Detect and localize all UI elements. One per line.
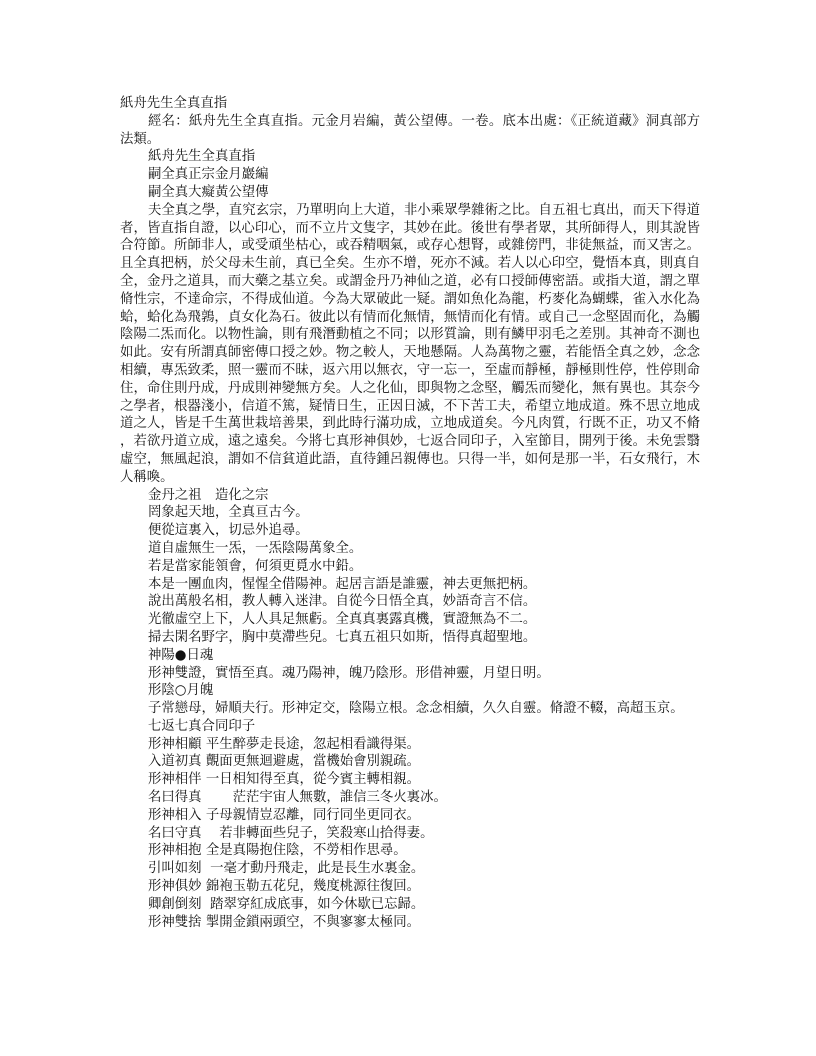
- seal-heading: 七返七真合同印子: [148, 718, 256, 734]
- document-title: 紙舟先生全真直指: [120, 96, 228, 111]
- seal-label: 形神相顧: [148, 736, 202, 752]
- seal-label: 名曰得真: [148, 790, 202, 806]
- seal-label: 形神雙捨: [148, 914, 202, 930]
- seal-label: 形神相入: [148, 807, 202, 823]
- seal-label: 形神俱妙: [148, 879, 202, 895]
- seal-row: [120, 896, 700, 914]
- seal-label: 形神相抱: [148, 843, 202, 859]
- seal-gap: [202, 896, 211, 914]
- seal-gap: [202, 860, 211, 878]
- seal-text: 平生醉夢走長途，忽起相看識得渠。: [205, 736, 421, 752]
- verse-line: 道自虛無生一炁，一炁陰陽萬象全。: [148, 540, 363, 556]
- verse-line: 若是當家能領會，何須更覓水中鉛。: [148, 558, 363, 574]
- seal-row: [120, 753, 700, 771]
- yin-text: 子常戀母，婦順夫行。形神定交，陰陽立根。念念相續，久久自靈。脩證不輟，高超玉京。: [148, 701, 684, 717]
- seal-label: 名曰守真: [148, 825, 202, 841]
- seal-row: [120, 914, 700, 932]
- verse-line: 說出萬般名相，教人轉入迷津。自從今日悟全真，妙語奇言不信。: [148, 594, 537, 610]
- seal-text: 若非轉面些兒子，笑殺寒山拾得妻。: [219, 825, 434, 841]
- section-heading: 金丹之祖 造化之宗: [148, 487, 269, 503]
- verse-line: 便從這裏入，切忌外追尋。: [148, 523, 309, 539]
- seal-label: 入道初真: [148, 754, 202, 770]
- verse-line: 光徹虛空上下，人人具足無虧。全真真裏露真機，實證無為不二。: [148, 612, 537, 628]
- seal-text: 一毫才動丹飛走，此是長生水裏金。: [210, 861, 425, 877]
- seal-gap: [202, 825, 220, 843]
- seal-label: 形神相伴: [148, 772, 202, 788]
- seal-text: 一日相知得至真，從今賓主轉相親。: [205, 772, 421, 788]
- source-note: 經名：紙舟先生全真直指。元金月岩編，黃公望傳。一卷。底本出處：《正統道藏》洞真部方法類。: [120, 113, 700, 147]
- seal-label: 卿創倒刻: [148, 896, 202, 912]
- seal-text: 茫茫宇宙人無數，誰信三冬火裏冰。: [232, 790, 447, 806]
- verse-line: 掃去閑名野字，胸中莫滯些兒。七真五祖只如斯，悟得真超聖地。: [148, 629, 537, 645]
- seal-row: [120, 860, 700, 878]
- seal-text: 全是真陽抱住陰，不勞相作思尋。: [205, 843, 407, 859]
- subtitle: 紙舟先生全真直指: [148, 149, 256, 165]
- seal-row: [120, 878, 700, 896]
- yin-heading: 形陰○月魄: [148, 683, 214, 699]
- seal-row: [120, 789, 700, 807]
- document-page: [120, 95, 700, 931]
- yang-text: 形神雙證，實悟至真。魂乃陽神，魄乃陰形。形借神靈，月望日明。: [148, 665, 550, 681]
- verse-line: 罔象起天地，全真亘古今。: [148, 505, 309, 521]
- seal-row: [120, 807, 700, 825]
- seal-text: 子母親情豈忍離，同行同坐更同衣。: [205, 807, 421, 823]
- seal-gap: [202, 789, 233, 807]
- seal-text: 覿面更無迴避處，當機始會別親疏。: [205, 754, 421, 770]
- seal-text: 掣開金鎖兩頭空，不與寥寥太極同。: [205, 914, 421, 930]
- seal-label: 引叫如刻: [148, 861, 202, 877]
- main-paragraph: 夫全真之學，直究玄宗，乃單明向上大道，非小乘眾學雜術之比。自五祖七真出，而天下得道者，皆直指自證，以心印心，而不立片文隻字，其妙在此。後世有學者眾，其所師得人，則其說皆合符節。所師非人，或受頑坐枯心，或吞精咽氣，或存心想腎，或雜傍門，非徒無益，而又害之。且全真把柄，於父母未生前，真已全矣。生亦不增，死亦不減。若人以心印空，覺悟本真，則真自全，金丹之道具，而大藥之基立矣。或謂金丹乃神仙之道，必有口授師傳密語。或指大道，謂之單脩性宗，不達命宗，不得成仙道。今為大眾破此一疑。謂如魚化為龍，朽麥化為蝴蝶，雀入水化為蛤，蛤化為飛鶉，貞女化為石。彼此以有情而化無情，無情而化有情。或自己一念堅固而化，為觸陰陽二炁而化。以物性論，則有飛潛動植之不同；以形質論，則有鱗甲羽毛之差別。其神奇不測也如此。安有所謂真師密傳口授之妙。物之較人，天地懸隔。人為萬物之靈，若能悟全真之妙，念念相續，專炁致柔，照一靈而不昧，返六用以無衣，守一忘一，至虛而靜極，靜極則性停，性停則命住，命住則丹成，丹成則神變無方矣。人之化仙，即與物之念堅，觸炁而變化，無有異也。其奈今之學者，根器淺小，信道不篤，疑情日生，正因日滅，不下苦工夫，希望立地成道。殊不思立地成道之人，皆是千生萬世栽培善果，到此時行滿功成，立地成道矣。今凡肉質，行既不正，功又不脩，若欲丹道立成，遠之遠矣。今將七真形神俱妙，七返合同印子，入室節目，開列于後。未免雲翳虛空，無風起浪，謂如不信貧道此語，直待鍾呂親傳也。只得一半，如何是那一半，石女飛行，木人稱喚。: [120, 202, 700, 485]
- yang-heading: 神陽●日魂: [148, 647, 214, 663]
- verse-line: 本是一團血肉，惺惺全借陽神。起居言語是誰靈，神去更無把柄。: [148, 576, 537, 592]
- seal-row: [120, 771, 700, 789]
- seal-row: [120, 736, 700, 754]
- transmitter-line: 嗣全真大癡黃公望傳: [148, 184, 269, 200]
- seal-text: 踏翠穿紅成底事，如今休歇已忘歸。: [210, 896, 425, 912]
- seal-text: 錦袍玉勒五花兒，幾度桃源往復回。: [205, 879, 421, 895]
- editor-line: 嗣全真正宗金月巖編: [148, 167, 269, 183]
- seal-row: [120, 825, 700, 843]
- seal-row: [120, 842, 700, 860]
